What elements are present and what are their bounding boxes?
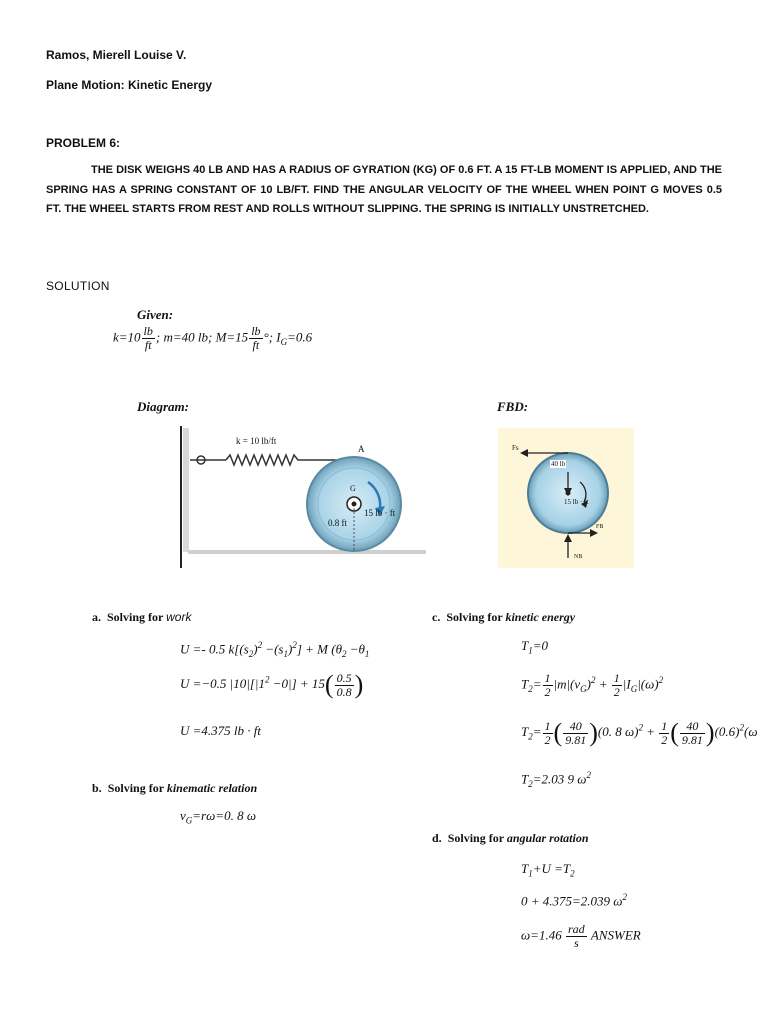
step-a-heading xyxy=(92,610,191,625)
given-equation: k=10 $\frac{lb}{ft}$ ; m=40 lb; M=15 $\frac{lb}{ft}$ °; $I_G=0.6$ xyxy=(113,324,313,352)
given-label: Given: xyxy=(137,307,174,322)
velocity-symbol: v xyxy=(180,808,186,823)
point-a-label: A xyxy=(358,444,365,454)
author-name: Ramos, Mierell Louise V. xyxy=(46,48,187,62)
system-diagram-svg xyxy=(176,422,428,572)
step-d-topic: angular rotation xyxy=(506,831,589,845)
step-c-heading xyxy=(432,610,575,625)
step-b-heading xyxy=(92,781,257,796)
fbd-normal-label: NB xyxy=(574,554,583,560)
step-d-heading xyxy=(432,831,589,846)
kinematic-equation: $v_G=r\omega=0$. 8 ω xyxy=(180,808,256,826)
step-d-letter: d. xyxy=(432,831,442,845)
step-d-prefix: Solving for xyxy=(447,831,504,845)
step-b-prefix: Solving for xyxy=(107,781,164,795)
problem-title: PROBLEM 6: xyxy=(46,136,121,150)
final-ke-substituted: $T_2=$ $\frac{1}{2}$ ( $\frac{40}{9.81}$ )(0. 8 ω)$^2$ + $\frac{1}{2}$ ( $\frac{40}{9.81}$ )$(0.6)^2(\omega$ xyxy=(521,718,758,747)
fbd-moment-label: 15 lb · ft xyxy=(564,498,589,506)
free-body-diagram xyxy=(498,428,634,568)
fbd-spring-force-label: Fs xyxy=(512,444,519,452)
fbd-label: FBD: xyxy=(497,399,529,414)
step-c-topic: kinetic energy xyxy=(505,610,576,624)
energy-balance-substituted: 0 + 4.375=2.039 $\omega^2$ xyxy=(521,892,627,909)
step-a-letter: a. xyxy=(92,610,101,624)
answer-label: ANSWER xyxy=(590,927,641,943)
work-equation-general: U =- 0.5 $k[(s_2)^2 -(s_1)^2] + M$ ($\theta_2 -\theta_1$ xyxy=(180,640,370,659)
point-g-label: G xyxy=(350,484,356,493)
angular-velocity-answer: ω=1.46 $\frac{\text{rad}}{s}$ ANSWER xyxy=(521,922,641,950)
step-a-prefix: Solving for xyxy=(107,610,164,624)
step-c-prefix: Solving for xyxy=(446,610,503,624)
final-ke-general: $T_2=$ $\frac{1}{2}$ $|m|(v_G)^2$ + $\frac{1}{2}$ $|I_G|(\omega)^2$ xyxy=(521,671,664,699)
fbd-weight-label: 40 lb xyxy=(551,460,566,468)
moment-label: 15 lb · ft xyxy=(364,508,396,518)
final-ke-result: $T_2=2.03$ 9 $\omega^2$ xyxy=(521,770,591,789)
step-b-topic: kinematic relation xyxy=(166,781,258,795)
energy-balance-equation: $T_1+U =T_2$ xyxy=(521,861,575,879)
diagram-label: Diagram: xyxy=(137,399,189,414)
spring-constant-label: k = 10 lb/ft xyxy=(236,436,277,446)
fbd-friction-label: FB xyxy=(596,524,604,530)
topic-title: Plane Motion: Kinetic Energy xyxy=(46,78,213,92)
system-diagram xyxy=(176,422,428,572)
solution-heading: SOLUTION xyxy=(46,279,110,293)
step-c-letter: c. xyxy=(432,610,441,624)
step-a-topic: work xyxy=(166,610,192,624)
problem-statement: THE DISK WEIGHS 40 LB AND HAS A RADIUS OF GYRATION (KG) OF 0.6 FT. A 15 FT-LB MOMENT IS APPLIED, AND THE SPRING HAS A SPRING CONSTANT OF 10 LB/FT. FIND THE ANGULAR VELOCITY OF THE WHEEL WHEN POINT G MOVES 0.5 FT. THE WHEEL STARTS FROM REST AND ROLLS WITHOUT SLIPPING. THE SPRING IS INITIALLY UNSTRETCHED. xyxy=(46,164,722,215)
t-symbol: T xyxy=(521,638,529,653)
work-equation-result: U =4.375 lb · ft xyxy=(180,723,261,738)
initial-ke-equation: $T_1=0$ xyxy=(521,638,549,656)
work-equation-substituted: U =−0.5 $|10|[|1^2 -0|] + 15$( $\frac{0.5}{0.8}$ ) xyxy=(180,670,364,699)
radius-label: 0.8 ft xyxy=(328,518,347,528)
energy-balance-text: 0 + 4.375=2.039 ω xyxy=(521,893,623,909)
step-b-letter: b. xyxy=(92,781,102,795)
